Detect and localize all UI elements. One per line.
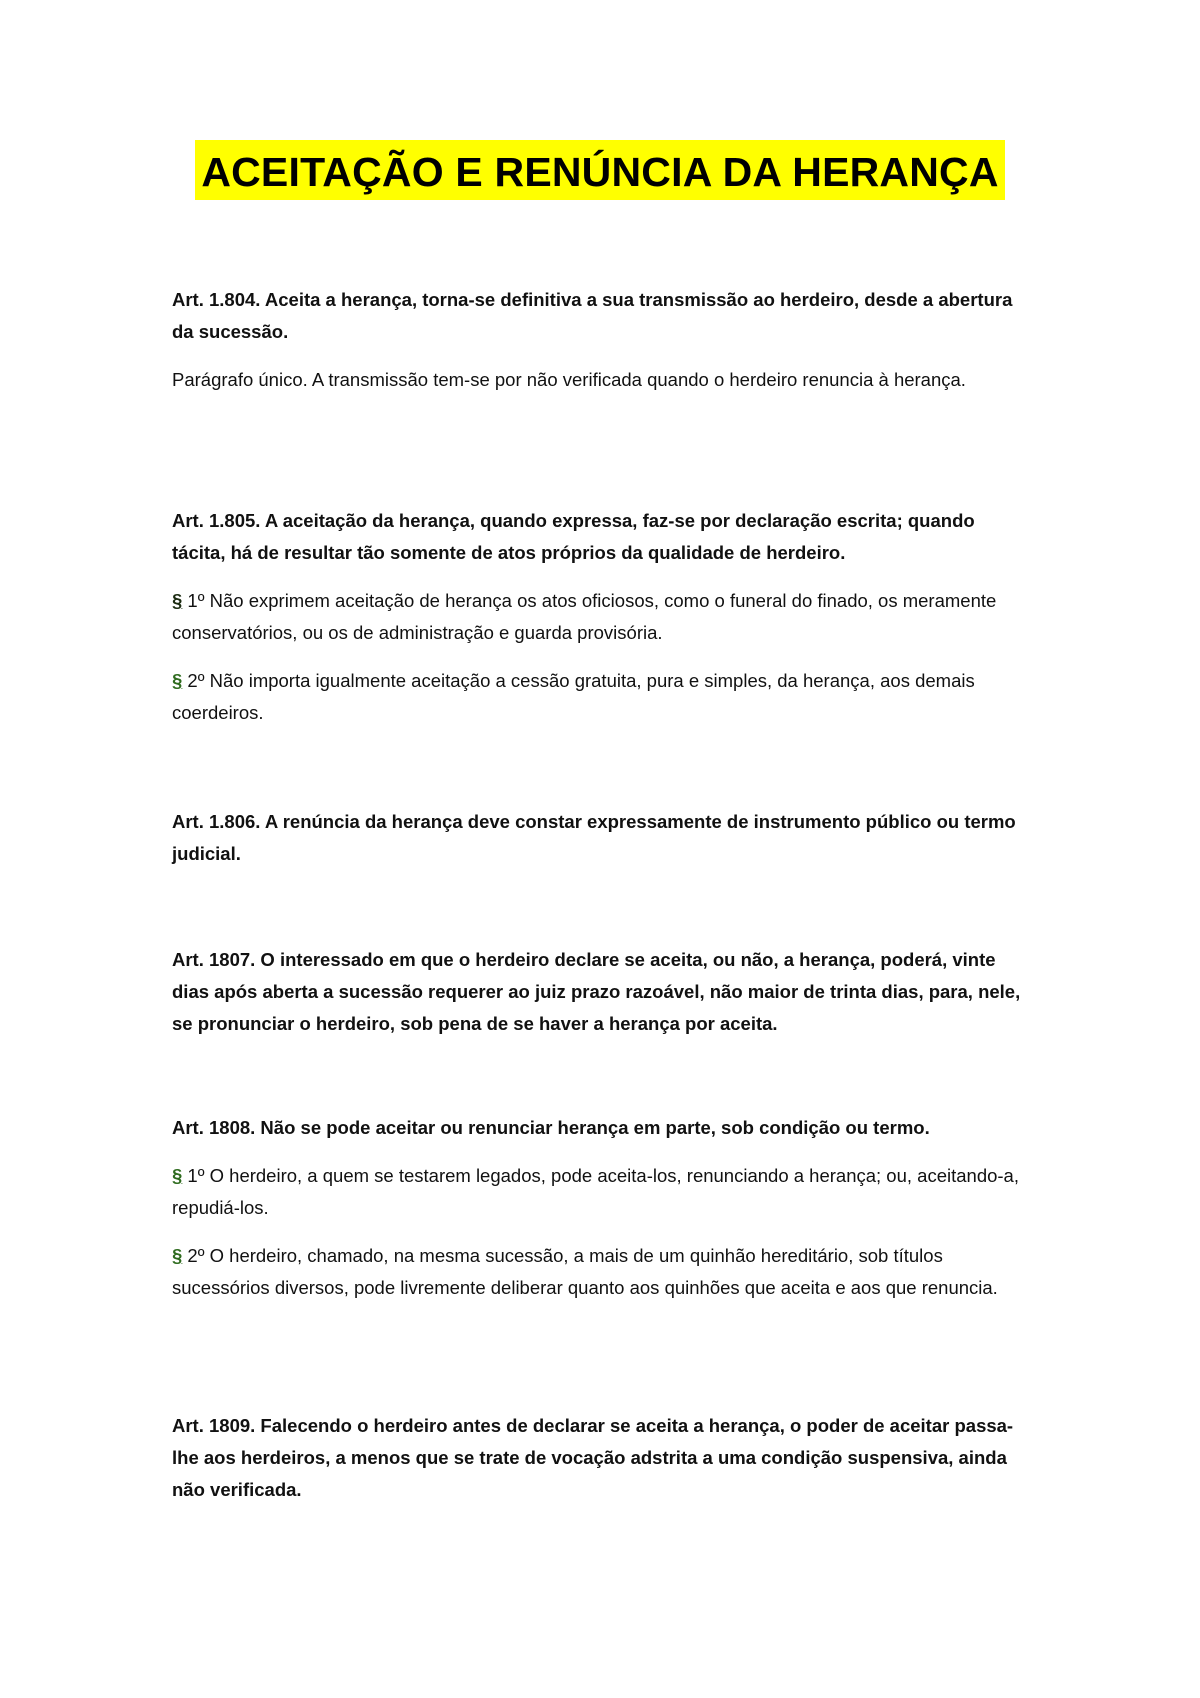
article-body <box>172 944 1032 1040</box>
section-symbol: § <box>172 590 183 611</box>
paragraph-text: Não importa igualmente aceitação a cessão gratuita, pura e simples, da herança, aos demais coerdeiros. <box>172 670 975 723</box>
paragraph-label: 1º <box>182 590 210 611</box>
article-heading: Art. 1.805. <box>172 510 261 531</box>
paragraph-2 <box>172 665 1032 729</box>
paragraph-label: 1º <box>182 1165 210 1186</box>
article-body <box>172 1410 1032 1506</box>
article-text: Não se pode aceitar ou renunciar herança em parte, sob condição ou termo. <box>255 1117 930 1138</box>
paragraph-2 <box>172 1240 1032 1304</box>
article-heading: Art. 1807. <box>172 949 256 970</box>
paragraph-text: A transmissão tem-se por não verificada quando o herdeiro renuncia à herança. <box>307 369 966 390</box>
article-body <box>172 505 1032 569</box>
article-text: A renúncia da herança deve constar expressamente de instrumento público ou termo judicial. <box>172 811 1016 864</box>
paragraph-1 <box>172 585 1032 649</box>
article-text: O interessado em que o herdeiro declare se aceita, ou não, a herança, poderá, vinte dias após aberta a sucessão requerer ao juiz prazo razoável, não maior de trinta dias, para, nele, se pronunciar o herdeiro, sob pena de se haver a herança por aceita. <box>172 949 1021 1034</box>
article-heading: Art. 1.806. <box>172 811 261 832</box>
paragraph-label: Parágrafo único. <box>172 369 308 390</box>
document-title: ACEITAÇÃO E RENÚNCIA DA HERANÇA <box>195 140 1004 200</box>
article-heading: Art. 1.804. <box>172 289 261 310</box>
article-1809 <box>172 1410 1032 1522</box>
article-body <box>172 1112 1032 1144</box>
paragraph-1 <box>172 1160 1032 1224</box>
section-symbol: § <box>172 1165 183 1186</box>
article-1805 <box>172 505 1032 745</box>
article-body <box>172 284 1032 348</box>
article-heading: Art. 1809. <box>172 1415 256 1436</box>
paragraph-label: 2º <box>182 1245 210 1266</box>
section-symbol: § <box>172 670 183 691</box>
section-symbol: § <box>172 1245 183 1266</box>
article-1806 <box>172 806 1032 886</box>
article-1804 <box>172 284 1032 412</box>
article-text: A aceitação da herança, quando expressa, faz-se por declaração escrita; quando tácita, há de resultar tão somente de atos próprios da qualidade de herdeiro. <box>172 510 975 563</box>
article-1808 <box>172 1112 1032 1320</box>
article-heading: Art. 1808. <box>172 1117 256 1138</box>
paragraph-text: O herdeiro, a quem se testarem legados, pode aceita-los, renunciando a herança; ou, aceitando-a, repudiá-los. <box>172 1165 1019 1218</box>
article-text: Aceita a herança, torna-se definitiva a sua transmissão ao herdeiro, desde a abertura da sucessão. <box>172 289 1013 342</box>
paragraph-text: Não exprimem aceitação de herança os atos oficiosos, como o funeral do finado, os meramente conservatórios, ou os de administração e guarda provisória. <box>172 590 997 643</box>
title-container <box>0 140 1200 200</box>
paragraph-label: 2º <box>182 670 210 691</box>
article-1807 <box>172 944 1032 1056</box>
article-body <box>172 806 1032 870</box>
paragraph-text: O herdeiro, chamado, na mesma sucessão, a mais de um quinhão hereditário, sob títulos sucessórios diversos, pode livremente deliberar quanto aos quinhões que aceita e aos que renuncia. <box>172 1245 998 1298</box>
sole-paragraph <box>172 364 1032 396</box>
article-text: Falecendo o herdeiro antes de declarar se aceita a herança, o poder de aceitar passa-lhe aos herdeiros, a menos que se trate de vocação adstrita a uma condição suspensiva, ainda não verificada. <box>172 1415 1014 1500</box>
